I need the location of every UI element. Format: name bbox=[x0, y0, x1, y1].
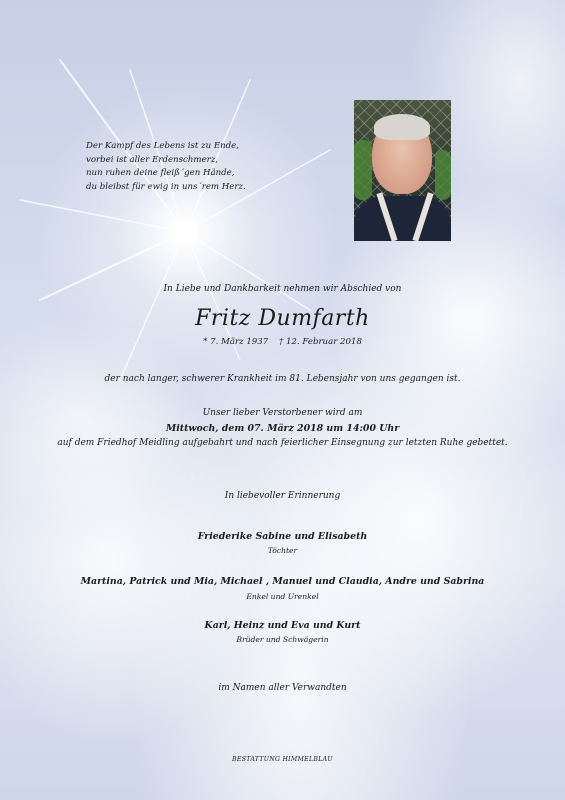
life-dates bbox=[0, 337, 565, 347]
poem-line: vorbei ist aller Erdenschmerz, bbox=[86, 154, 218, 165]
lying-in-state-date: Mittwoch, dem 07. März 2018 um 14:00 Uhr bbox=[165, 423, 400, 434]
poem bbox=[86, 140, 266, 194]
poem-line: du bleibst für ewig in uns´rem Herz. bbox=[86, 181, 246, 192]
poem-line: nun ruhen deine fleiß´gen Hände, bbox=[86, 168, 235, 178]
mourner-names: Friederike Sabine und Elisabeth bbox=[197, 531, 368, 542]
mourner-names: Martina, Patrick und Mia, Michael , Manuel und Claudia, Andre und Sabrina bbox=[80, 576, 485, 587]
portrait-photo bbox=[354, 100, 451, 241]
closing-text: im Namen aller Verwandten bbox=[218, 683, 347, 693]
poem-line: Der Kampf des Lebens ist zu Ende, bbox=[86, 141, 239, 151]
mourner-names: Karl, Heinz und Eva und Kurt bbox=[204, 620, 361, 631]
mourner-role: Enkel und Urenkel bbox=[246, 592, 319, 601]
mourner-role: Brüder und Schwägerin bbox=[236, 635, 329, 644]
death-date: † 12. Februar 2018 bbox=[278, 337, 362, 347]
lying-in-state-line1: Unser lieber Verstorbener wird am bbox=[202, 408, 363, 418]
memory-heading: In liebevoller Erinnerung bbox=[224, 491, 341, 501]
intro-text: In Liebe und Dankbarkeit nehmen wir Abschied von bbox=[163, 284, 402, 294]
birth-date: * 7. März 1937 bbox=[203, 337, 269, 347]
deceased-name: Fritz Dumfarth bbox=[195, 306, 370, 331]
funeral-home-footer: BESTATTUNG HIMMELBLAU bbox=[232, 756, 333, 763]
mourner-role: Töchter bbox=[267, 546, 298, 555]
lying-in-state-line3: auf dem Friedhof Meidling aufgebahrt und nach feierlicher Einsegnung zur letzten Ruhe gebettet. bbox=[57, 438, 508, 448]
death-sentence: der nach langer, schwerer Krankheit im 81. Lebensjahr von uns gegangen ist. bbox=[104, 374, 461, 384]
